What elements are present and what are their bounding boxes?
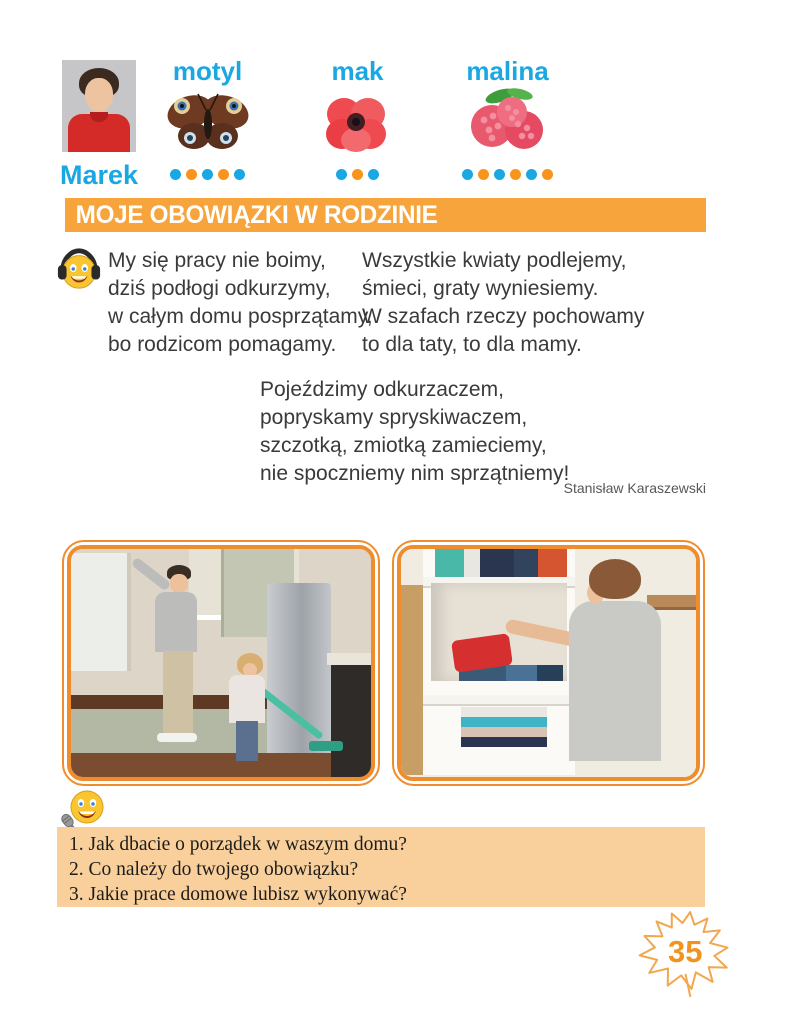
syllable-dot-blue (526, 169, 537, 180)
poem-line: Wszystkie kwiaty podlejemy, (362, 249, 627, 272)
poem-line: to dla taty, to dla mamy. (362, 333, 582, 356)
poem-stanza-3 (260, 376, 569, 488)
kitchen-window (71, 553, 131, 671)
vocab-word-malina: malina (466, 56, 549, 86)
student-name-label: Marek (60, 160, 139, 190)
poem-line: nie spoczniemy nim sprzątniemy! (260, 462, 570, 485)
poem-line: bo rodzicom pomagamy. (108, 333, 337, 356)
father-shoes (157, 733, 197, 742)
syllable-dot-blue (336, 169, 347, 180)
girl-blouse (229, 675, 265, 723)
dots-mak (325, 169, 390, 180)
kitchen-floor (71, 753, 371, 777)
poem-line: popryskamy spryskiwaczem, (260, 406, 528, 429)
closet-clothes-stack-low (461, 707, 547, 747)
photo-kitchen-cleaning (62, 540, 380, 786)
vocab-word-mak: mak (331, 56, 384, 86)
question-2: 2. Co należy do twojego obowiązku? (69, 859, 359, 880)
syllable-dot-blue (234, 169, 245, 180)
syllable-dot-blue (368, 169, 379, 180)
syllable-dot-orange (352, 169, 363, 180)
question-3: 3. Jakie prace domowe lubisz wykonywać? (69, 884, 407, 905)
syllable-dot-blue (202, 169, 213, 180)
section-header-bar (65, 198, 706, 232)
father-pants (163, 651, 193, 735)
poem-column-1 (108, 247, 373, 359)
page-number: 35 (668, 934, 703, 969)
kitchen-stove-counter (327, 653, 375, 665)
poem-line: w całym domu posprzątamy, (108, 305, 373, 328)
poppy-icon (324, 92, 388, 154)
father-face (170, 574, 188, 593)
section-title: MOJE OBOWIĄZKI W RODZINIE (75, 200, 438, 229)
closet-clothes-stack-top (435, 549, 567, 577)
syllable-dot-orange (478, 169, 489, 180)
vocab-word-motyl: motyl (172, 56, 243, 86)
questions-box (57, 827, 705, 907)
poem-author: Stanisław Karaszewski (563, 480, 706, 496)
poem-line: śmieci, graty wyniesiemy. (362, 277, 599, 300)
raspberry-icon (462, 86, 554, 156)
syllable-dot-orange (218, 169, 229, 180)
girl-jeans (236, 721, 258, 761)
photo-boy-face (85, 78, 113, 112)
poem-line: W szafach rzeczy pochowamy (362, 305, 645, 328)
butterfly-icon (164, 90, 252, 156)
boy-tshirt (569, 601, 661, 761)
syllable-dot-orange (510, 169, 521, 180)
poem-line: Pojeździmy odkurzaczem, (260, 378, 504, 401)
question-1: 1. Jak dbacie o porządek w waszym domu? (69, 834, 407, 855)
photo-boy-closet (392, 540, 705, 786)
poem-line: szczotką, zmiotką zamieciemy, (260, 434, 547, 457)
student-photo (62, 60, 136, 152)
wall-wood-shelf (647, 595, 700, 610)
syllable-dot-orange (542, 169, 553, 180)
poem-line: My się pracy nie boimy, (108, 249, 326, 272)
father-shirt (155, 592, 197, 652)
kitchen-oven (331, 665, 375, 777)
dots-motyl (160, 169, 255, 180)
syllable-dot-blue (494, 169, 505, 180)
syllable-dot-orange (186, 169, 197, 180)
poem-line: dziś podłogi odkurzymy, (108, 277, 331, 300)
syllable-dot-blue (462, 169, 473, 180)
closet-shelf-board (423, 695, 575, 706)
dots-malina (460, 169, 555, 180)
poem-column-2 (362, 247, 644, 359)
girl-mop-head (309, 741, 343, 751)
headphones-smiley-icon (56, 246, 102, 292)
boy-hair (589, 559, 641, 599)
syllable-dot-blue (170, 169, 181, 180)
